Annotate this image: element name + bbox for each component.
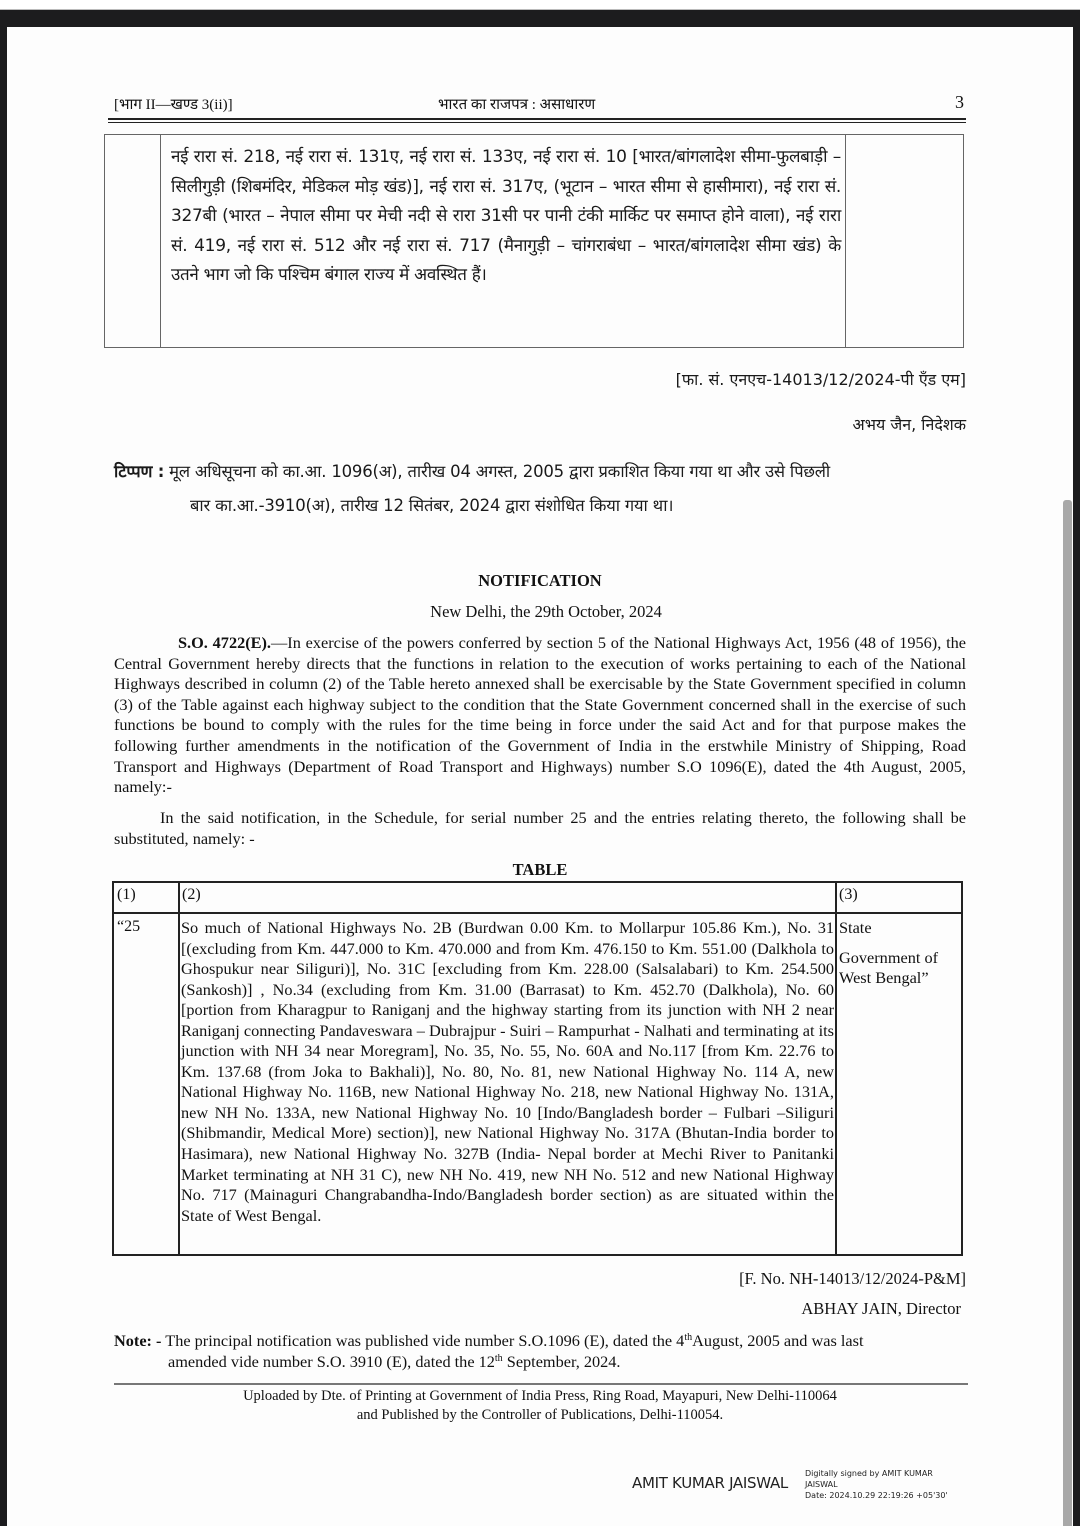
hindi-table-continuation <box>104 134 964 348</box>
header-rule <box>108 118 966 120</box>
signature-meta-line: Date: 2024.10.29 22:19:26 +05'30' <box>805 1491 948 1500</box>
table-column-divider <box>160 135 161 347</box>
table-header-col1: (1) <box>117 886 136 903</box>
english-signatory: ABHAY JAIN, Director <box>801 1299 961 1318</box>
table-column-divider <box>845 135 846 347</box>
note-text: The principal notification was published vide number S.O.1096 (E), dated the 4 <box>165 1331 685 1350</box>
digital-signature-details <box>805 1468 948 1501</box>
table-title: TABLE <box>512 860 568 879</box>
gazette-header <box>108 92 966 116</box>
hindi-note-label: टिप्पण : <box>114 462 165 481</box>
hindi-note <box>114 455 970 523</box>
note-superscript: th <box>494 1353 503 1364</box>
table-header-rule <box>114 912 961 914</box>
signature-meta-line: JAISWAL <box>805 1480 838 1489</box>
table-cell-serial: “25 <box>117 918 141 935</box>
signature-meta-line: Digitally signed by AMIT KUMAR <box>805 1469 933 1478</box>
substitution-paragraph: In the said notification, in the Schedule, for serial number 25 and the entries relating thereto, the following shall be substituted, namely: - <box>114 808 966 848</box>
table-column-divider <box>178 883 180 1254</box>
notification-paragraph <box>114 633 966 798</box>
table-header-col3: (3) <box>839 886 858 903</box>
note-superscript: th <box>684 1332 693 1343</box>
note-text: September, 2024. <box>502 1352 621 1371</box>
vertical-scrollbar-thumb[interactable] <box>1063 500 1072 1526</box>
hindi-signatory: अभय जैन, निदेशक <box>852 415 966 434</box>
previous-page-edge <box>0 0 1080 10</box>
hindi-note-line2: बार का.आ.-3910(अ), तारीख 12 सितंबर, 2024 द्वारा संशोधित किया गया था। <box>190 496 674 515</box>
notification-title: NOTIFICATION <box>478 571 602 590</box>
hindi-note-line1: मूल अधिसूचना को का.आ. 1096(अ), तारीख 04 अगस्त, 2005 द्वारा प्रकाशित किया गया था और उसे पिछली <box>169 462 830 481</box>
footer-rule <box>114 1383 968 1385</box>
hindi-highway-list: नई रारा सं. 218, नई रारा सं. 131ए, नई रारा सं. 133ए, नई रारा सं. 10 [भारत/बांगलादेश सीमा-फुलबाड़ी – सिलीगुड़ी (शिबमंदिर, मेडिकल मोड़ खंड)], नई रारा सं. 317ए, (भूटान – भारत सीमा से हासीमारा), नई रारा सं. 327बी (भारत – नेपाल सीमा पर मेची नदी से रारा 31सी पर पानी टंकी मार्किट पर समाप्त होने वाला), नई रारा सं. 419, नई रारा सं. 512 और नई रारा सं. 717 (मैनागुड़ी – चांगराबंधा – भारत/बांगलादेश सीमा खंड) के उतने भाग जो कि पश्चिम बंगाल राज्य में अवस्थित हैं। <box>171 147 841 285</box>
table-header-col2: (2) <box>182 886 201 903</box>
note-line2 <box>114 1351 966 1372</box>
table-column-divider <box>835 883 837 1254</box>
notification-date: New Delhi, the 29th October, 2024 <box>430 602 662 621</box>
header-rule <box>108 122 966 123</box>
footer-line2: and Published by the Controller of Publications, Delhi-110054. <box>356 1407 724 1423</box>
table-cell-authority <box>839 918 963 988</box>
hindi-file-number: [फा. सं. एनएच-14013/12/2024-पी ऍंड एम] <box>675 370 966 389</box>
header-part-section: [भाग II—खण्ड 3(ii)] <box>114 97 233 113</box>
header-page-number: 3 <box>955 92 964 112</box>
highway-table <box>112 881 963 1256</box>
authority-line1: State <box>839 918 872 937</box>
authority-line2: Government of West Bengal” <box>839 948 939 987</box>
paragraph-body: —In exercise of the powers conferred by section 5 of the National Highways Act, 1956 (48 of 1956), the Central Government hereby directs that the functions in relation to the execution of works pertaining to each of the National Highways described in column (2) of the Table hereto annexed shall be exercisable by the State Government specified in column (3) of the Table against each highway subject to the condition that the State Government concerned shall in the exercise of such functions be bound to comply with the rules for the time being in force under the said Act and for that purpose makes the following further amendments in the notification of the Government of India in the erstwhile Ministry of Shipping, Road Transport and Highways (Department of Road Transport and Highways) number S.O 1096(E), dated the 4th August, 2005, namely:- <box>114 633 966 797</box>
table-cell-highways: So much of National Highways No. 2B (Burdwan 0.00 Km. to Mollarpur 105.86 Km.), No. 31 [(excluding from Km. 447.000 to Km. 470.000 and from Km. 476.150 to Km. 551.00 (Dalkhola to Ghospukur near Siliguri)], No. 31C [excluding from Km. 228.00 (Salsalabari) to Km. 254.500 (Sankosh)] , No.34 (excluding from Km. 31.00 (Barrasat) to Km. 452.70 (Dalkhola), No. 60 [portion from Kharagpur to Raniganj and the highway starting from its junction with NH 2 near Raniganj connecting Pandaveswara – Dubrajpur - Suiri – Rampurhat - Nalhati and terminating at its junction with NH 34 near Moregram], No. 35, No. 55, No. 60A and No.117 [from Km. 22.76 to Km. 137.68 (from Joka to Bakhali)], No. 80, No. 81, new National Highway No. 114 A, new National Highway No. 116B, new National Highway No. 218, new National Highway No. 131A, new NH No. 133A, new National Highway No. 10 [Indo/Bangladesh border – Fulbari –Siliguri (Shibmandir, Medical More) section)], new National Highway No. 317A (Bhutan-India border to Hasimara), new National Highway No. 327B (India- Nepal border at Mechi River to Panitanki Market terminating at NH 31 C), new NH No. 419, new NH No. 512 and new National Highway No. 717 (Mainaguri Changrabandha-Indo/Bangladesh border section) as are situated within the State of West Bengal. <box>181 918 834 1225</box>
digital-signature-name: AMIT KUMAR JAISWAL <box>632 1474 788 1492</box>
english-file-number: [F. No. NH-14013/12/2024-P&M] <box>739 1269 966 1288</box>
header-gazette-title: भारत का राजपत्र : असाधारण <box>438 97 596 113</box>
english-note-label: Note: - <box>114 1331 162 1350</box>
publication-footer <box>0 1387 1080 1425</box>
english-note <box>114 1330 966 1372</box>
so-number: S.O. 4722(E). <box>178 633 271 652</box>
note-text: amended vide number S.O. 3910 (E), dated the 12 <box>168 1352 495 1371</box>
note-text: August, 2005 and was last <box>692 1331 864 1350</box>
footer-line1: Uploaded by Dte. of Printing at Government of India Press, Ring Road, Mayapuri, New Delhi-110064 <box>243 1388 837 1404</box>
page-gap <box>0 10 1080 27</box>
